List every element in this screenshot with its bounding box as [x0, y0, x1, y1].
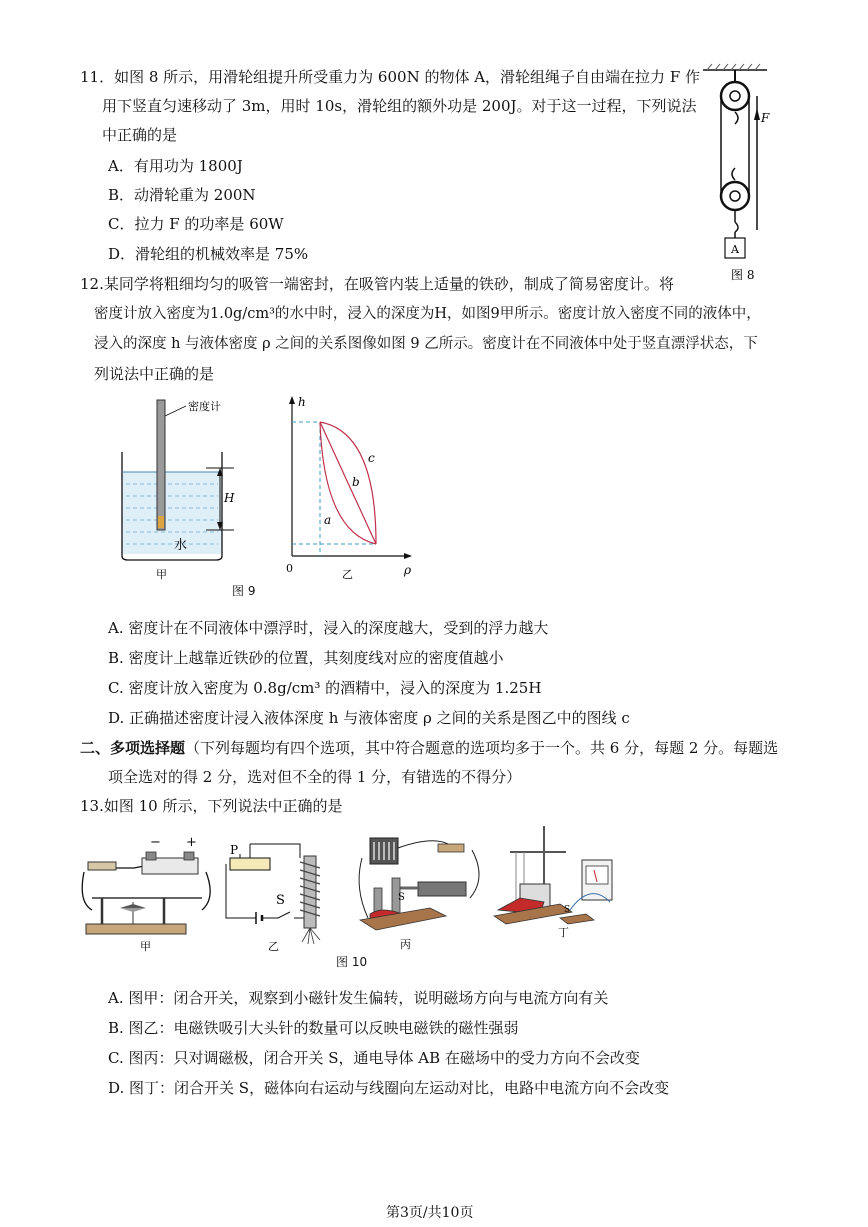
section-2-instructions: （下列每题均有四个选项，其中符合题意的选项均多于一个。共 6 分，每题 2 分。每题选 — [185, 739, 779, 757]
figure-10-label-bing: 丙 — [400, 938, 411, 951]
figure-10-caption: 图 10 — [336, 955, 368, 969]
figure-9-label-densimeter: 密度计 — [188, 400, 221, 413]
q11-line-1: 11．如图 8 所示，用滑轮组提升所受重力为 600N 的物体 A，滑轮组绳子自由端在拉力 F 作 — [80, 68, 701, 86]
figure-9-axis-rho: ρ — [404, 563, 412, 577]
q12-option-b: B. 密度计上越靠近铁砂的位置，其刻度线对应的密度值越小 — [108, 649, 504, 667]
figure-10-label-plus: + — [186, 835, 197, 850]
q11-option-c: C．拉力 F 的功率是 60W — [108, 215, 284, 233]
figure-10-label-s-bing: S — [398, 892, 405, 903]
figure-9-axis-h: h — [298, 395, 306, 409]
figure-9-curve-a: a — [324, 513, 332, 527]
figure-9-yi-graph — [280, 392, 420, 582]
section-2-line-2: 项全选对的得 2 分，选对但不全的得 1 分，有错选的不得分） — [108, 768, 522, 786]
figure-9-origin: 0 — [286, 562, 293, 575]
figure-10-label-jia: 甲 — [140, 940, 151, 953]
figure-10-label-ding: 丁 — [558, 926, 569, 939]
q13-option-d: D. 图丁：闭合开关 S，磁体向右运动与线圈向左运动对比，电路中电流方向不会改变 — [108, 1079, 670, 1097]
section-2-line-1 — [80, 738, 778, 758]
figure-9-label-h-depth: H — [224, 491, 235, 505]
figure-9-caption: 图 9 — [232, 584, 256, 598]
section-2-heading: 二、多项选择题 — [80, 739, 186, 757]
figure-8-label-a: A — [731, 243, 739, 256]
figure-9-curve-b: b — [352, 475, 360, 489]
figure-9-label-water: 水 — [174, 538, 188, 553]
q12-line-2: 密度计放入密度为1.0g/cm³的水中时，浸入的深度为H，如图9甲所示。密度计放入密度不同的液体中， — [94, 306, 761, 322]
page-footer: 第3页/共10页 — [386, 1205, 474, 1221]
figure-10-label-yi: 乙 — [268, 940, 279, 953]
q13-option-b: B. 图乙：电磁铁吸引大头针的数量可以反映电磁铁的磁性强弱 — [108, 1019, 519, 1037]
q11-line-3: 中正确的是 — [102, 126, 178, 144]
q12-line-4: 列说法中正确的是 — [94, 365, 215, 383]
figure-10-ding — [490, 822, 620, 952]
q11-option-d: D．滑轮组的机械效率是 75% — [108, 245, 309, 263]
figure-10-label-s-ding: S — [564, 905, 571, 915]
figure-8-caption: 图 8 — [731, 268, 755, 282]
figure-10-label-minus: − — [150, 835, 161, 850]
q12-line-1: 12.某同学将粗细均匀的吸管一端密封，在吸管内装上适量的铁砂，制成了简易密度计。将 — [80, 275, 674, 293]
q12-option-c: C. 密度计放入密度为 0.8g/cm³ 的酒精中，浸入的深度为 1.25H — [108, 679, 542, 697]
figure-9-label-yi: 乙 — [342, 568, 353, 581]
figure-10-jia — [78, 832, 218, 952]
figure-10-label-s-yi: S — [276, 893, 285, 908]
figure-9-jia — [110, 392, 270, 582]
figure-9-curve-c: c — [368, 451, 375, 465]
figure-8-pulley — [695, 60, 785, 290]
q13-line-1: 13.如图 10 所示，下列说法中正确的是 — [80, 797, 343, 815]
q12-option-d: D. 正确描述密度计浸入液体深度 h 与液体密度 ρ 之间的关系是图乙中的图线 c — [108, 709, 630, 727]
figure-10-label-p: P — [230, 843, 239, 857]
figure-8-label-f: F — [761, 111, 770, 125]
figure-10-yi — [220, 832, 340, 952]
q13-option-a: A. 图甲：闭合开关，观察到小磁针发生偏转，说明磁场方向与电流方向有关 — [108, 989, 609, 1007]
q11-option-b: B．动滑轮重为 200N — [108, 186, 256, 204]
q11-option-a: A．有用功为 1800J — [108, 157, 243, 175]
q12-option-a: A. 密度计在不同液体中漂浮时，浸入的深度越大，受到的浮力越大 — [108, 619, 549, 637]
figure-9-label-jia: 甲 — [156, 568, 167, 581]
q13-option-c: C. 图丙：只对调磁极，闭合开关 S，通电导体 AB 在磁场中的受力方向不会改变 — [108, 1049, 640, 1067]
q11-line-2: 用下竖直匀速移动了 3m，用时 10s，滑轮组的额外功是 200J。对于这一过程，下列说法 — [102, 97, 697, 115]
q12-line-3: 浸入的深度 h 与液体密度 ρ 之间的关系图像如图 9 乙所示。密度计在不同液体中处于竖直漂浮状态，下 — [94, 336, 758, 352]
figure-10-bing — [352, 828, 487, 952]
